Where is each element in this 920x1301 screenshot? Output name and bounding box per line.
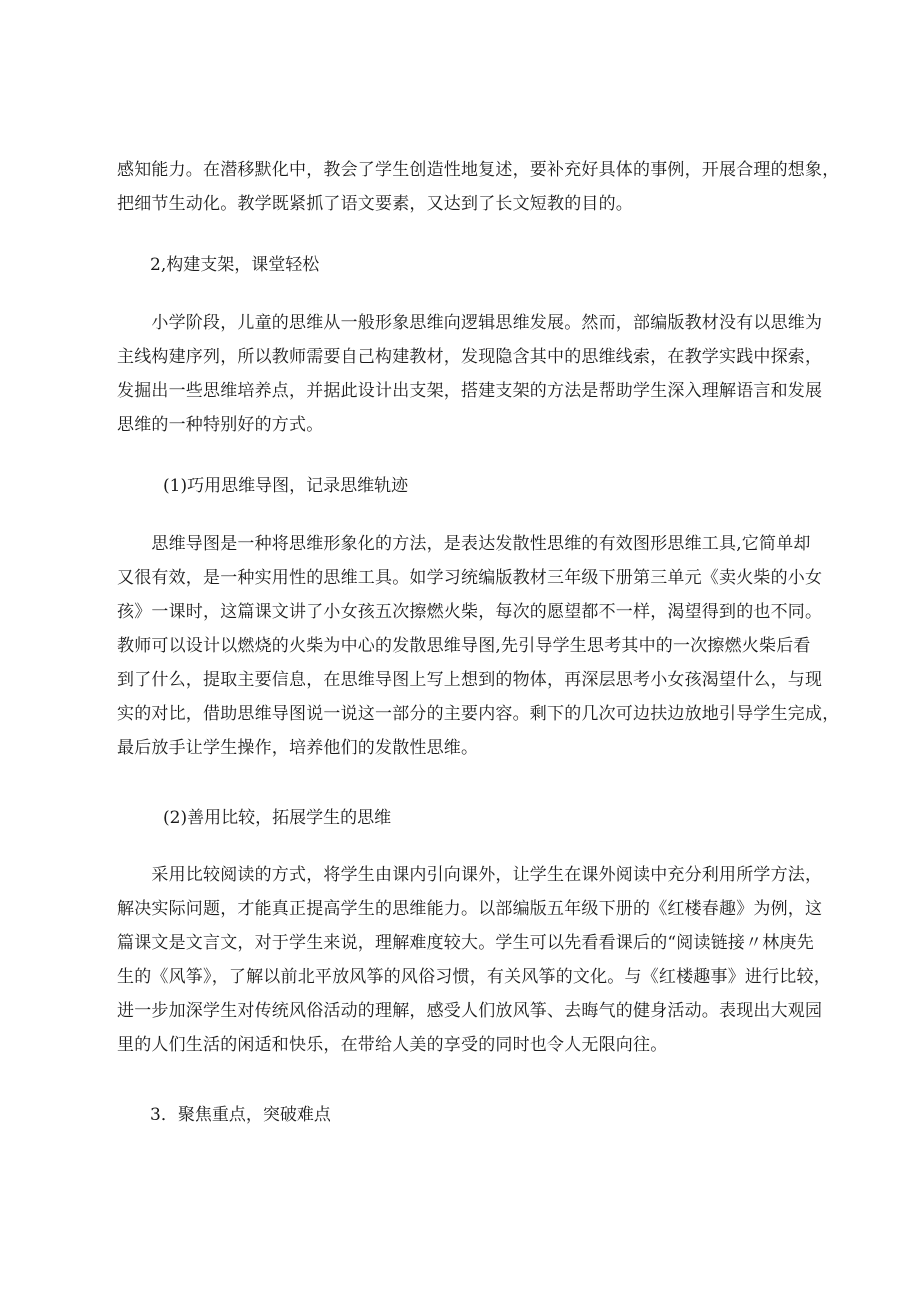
text-line: 感知能力。在潜移默化中，教会了学生创造性地复述，要补充好具体的事例，开展合理的想象， bbox=[117, 160, 840, 180]
text-line: 到了什么，提取主要信息，在思维导图上写上想到的物体，再深层思考小女孩渴望什么，与现 bbox=[117, 670, 823, 690]
section-heading-3: 3．聚焦重点，突破难点 bbox=[150, 1105, 331, 1125]
text-line: 把细节生动化。教学既紧抓了语文要素，又达到了长文短教的目的。 bbox=[117, 194, 633, 214]
intro-paragraph bbox=[117, 153, 840, 221]
text-line: 思维导图是一种将思维形象化的方法，是表达发散性思维的有效图形思维工具,它简单却 bbox=[117, 534, 811, 554]
text-line: 发掘出一些思维培养点，并据此设计出支架，搭建支架的方法是帮助学生深入理解语言和发展 bbox=[117, 381, 823, 401]
text-line: 思维的一种特别好的方式。 bbox=[117, 415, 324, 435]
text-line: 采用比较阅读的方式，将学生由课内引向课外，让学生在课外阅读中充分利用所学方法， bbox=[117, 865, 823, 885]
text-line: 又很有效，是一种实用性的思维工具。如学习统编版教材三年级下册第三单元《卖火柴的小女 bbox=[117, 568, 823, 588]
text-line: 解决实际问题，才能真正提高学生的思维能力。以部编版五年级下册的《红楼春趣》为例，这 bbox=[117, 899, 823, 919]
text-line: 里的人们生活的闲适和快乐，在带给人美的享受的同时也令人无限向往。 bbox=[117, 1035, 668, 1055]
text-line: 小学阶段，儿童的思维从一般形象思维向逻辑思维发展。然而，部编版教材没有以思维为 bbox=[117, 313, 823, 333]
subsection-2-2-paragraph bbox=[117, 858, 831, 1062]
text-line: 孩》一课时，这篇课文讲了小女孩五次擦燃火柴，每次的愿望都不一样，渴望得到的也不同。 bbox=[117, 602, 823, 622]
subsection-heading-2-2: (2)善用比较，拓展学生的思维 bbox=[163, 808, 392, 828]
section-2-paragraph bbox=[117, 306, 823, 442]
text-line: 篇课文是文言文，对于学生来说，理解难度较大。学生可以先看看课后的“阅读链接〃林庚先 bbox=[117, 933, 814, 953]
text-line: 最后放手让学生操作，培养他们的发散性思维。 bbox=[117, 738, 479, 758]
text-line: 生的《风筝》，了解以前北平放风筝的风俗习惯，有关风筝的文化。与《红楼趣事》进行比较， bbox=[117, 967, 831, 987]
subsection-heading-2-1: (1)巧用思维导图，记录思维轨迹 bbox=[163, 476, 409, 496]
section-heading-2: 2,构建支架，课堂轻松 bbox=[150, 255, 320, 275]
text-line: 进一步加深学生对传统风俗活动的理解，感受人们放风筝、去晦气的健身活动。表现出大观园 bbox=[117, 1001, 823, 1021]
text-line: 教师可以设计以燃烧的火柴为中心的发散思维导图,先引导学生思考其中的一次擦燃火柴后看 bbox=[117, 636, 811, 656]
text-line: 实的对比，借助思维导图说一说这一部分的主要内容。剩下的几次可边扶边放地引导学生完成， bbox=[117, 704, 840, 724]
text-line: 主线构建序列，所以教师需要自己构建教材，发现隐含其中的思维线索，在教学实践中探索， bbox=[117, 347, 823, 367]
subsection-2-1-paragraph bbox=[117, 527, 840, 765]
